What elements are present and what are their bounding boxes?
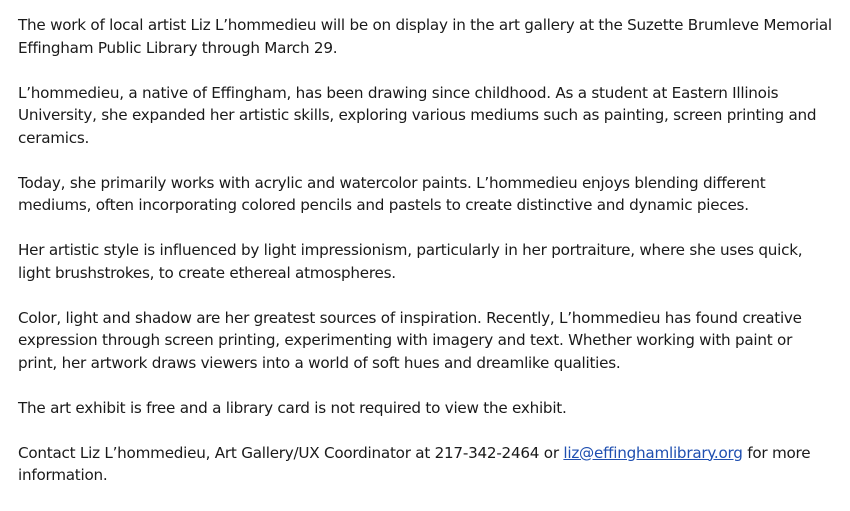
email-link[interactable]: liz@effinghamlibrary.org xyxy=(563,443,743,462)
contact-text-before: Contact Liz L’hommedieu, Art Gallery/UX Coordinator at 217-342-2464 or xyxy=(18,443,564,462)
paragraph-style: Her artistic style is influenced by light impressionism, particularly in her portraiture, where she uses quick, light brushstrokes, to create ethereal atmospheres. xyxy=(18,241,803,282)
paragraph-admission: The art exhibit is free and a library card is not required to view the exhibit. xyxy=(18,398,567,417)
paragraph-intro: The work of local artist Liz L’hommedieu will be on display in the art gallery at the Suzette Brumleve Memorial Effingham Public Library through March 29. xyxy=(18,16,832,57)
contact-text-after: for more information. xyxy=(18,443,811,484)
paragraph-contact xyxy=(18,442,833,487)
paragraph-background: L’hommedieu, a native of Effingham, has been drawing since childhood. As a student at Eastern Illinois University, she expanded her artistic skills, exploring various mediums such as painting, screen printing and ceramics. xyxy=(18,83,817,147)
paragraph-inspiration: Color, light and shadow are her greatest sources of inspiration. Recently, L’hommedieu has found creative expression through screen printing, experimenting with imagery and text. Whether working with paint or print, her artwork draws viewers into a world of soft hues and dreamlike qualities. xyxy=(18,308,802,372)
article-body xyxy=(18,14,833,509)
paragraph-mediums: Today, she primarily works with acrylic and watercolor paints. L’hommedieu enjoys blending different mediums, often incorporating colored pencils and pastels to create distinctive and dynamic pieces. xyxy=(18,173,766,214)
